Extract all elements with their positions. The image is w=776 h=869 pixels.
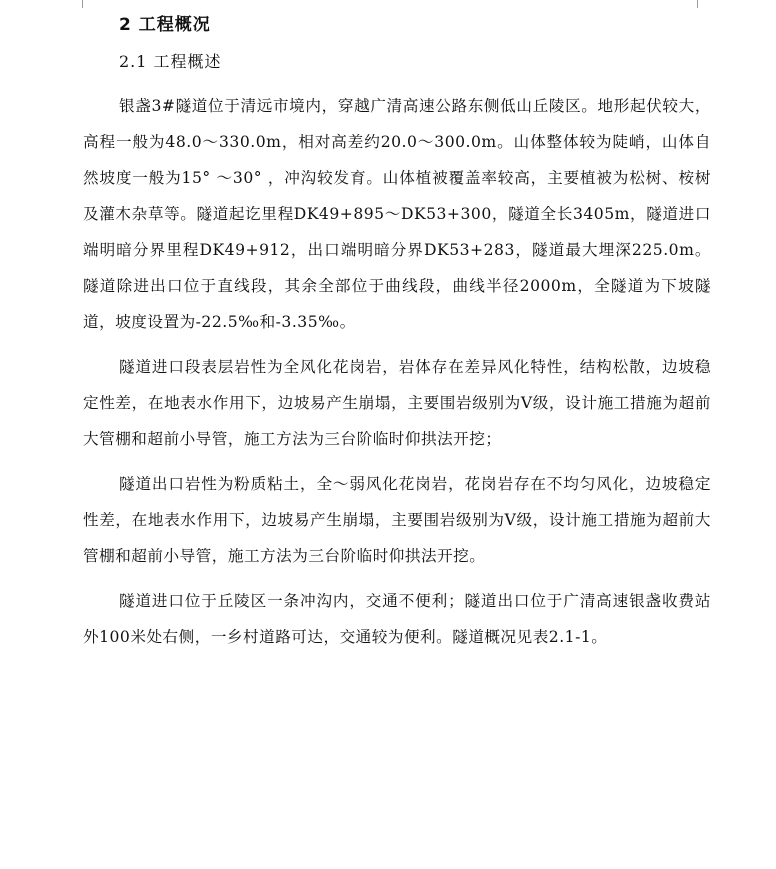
paragraph-tunnel-overview: 银盏3#隧道位于清远市境内，穿越广清高速公路东侧低山丘陵区。地形起伏较大，高程一般为48.0～330.0m，相对高差约20.0～300.0m。山体整体较为陡峭，山体自然坡度一般为15° ～30° ，冲沟较发育。山体植被覆盖率较高，主要植被为松树、桉树及灌木杂草等。隧道起讫里程DK49+895～DK53+300，隧道全长3405m，隧道进口端明暗分界里程DK49+912，出口端明暗分界DK53+283，隧道最大埋深225.0m。隧道除进出口位于直线段，其余全部位于曲线段，曲线半径2000m，全隧道为下坡隧道，坡度设置为-22.5‰和-3.35‰。: [83, 97, 711, 331]
margin-corner-mark-left: [72, 0, 83, 8]
paragraph-entrance-geology: 隧道进口段表层岩性为全风化花岗岩，岩体存在差异风化特性，结构松散，边坡稳定性差，在地表水作用下，边坡易产生崩塌，主要围岩级别为V级，设计施工措施为超前大管棚和超前小导管，施工方法为三台阶临时仰拱法开挖；: [83, 358, 711, 448]
paragraph-traffic-access: 隧道进口位于丘陵区一条冲沟内，交通不便利；隧道出口位于广清高速银盏收费站外100米处右侧，一乡村道路可达，交通较为便利。隧道概况见表2.1-1。: [83, 592, 711, 646]
subsection-heading: 2.1 工程概述: [119, 52, 222, 71]
paragraph-exit-geology: 隧道出口岩性为粉质粘土，全～弱风化花岗岩，花岗岩存在不均匀风化，边坡稳定性差，在地表水作用下，边坡易产生崩塌，主要围岩级别为V级，设计施工措施为超前大管棚和超前小导管，施工方法为三台阶临时仰拱法开挖。: [83, 475, 711, 565]
document-body: [83, 6, 711, 664]
section-heading: 2 工程概况: [119, 15, 211, 35]
